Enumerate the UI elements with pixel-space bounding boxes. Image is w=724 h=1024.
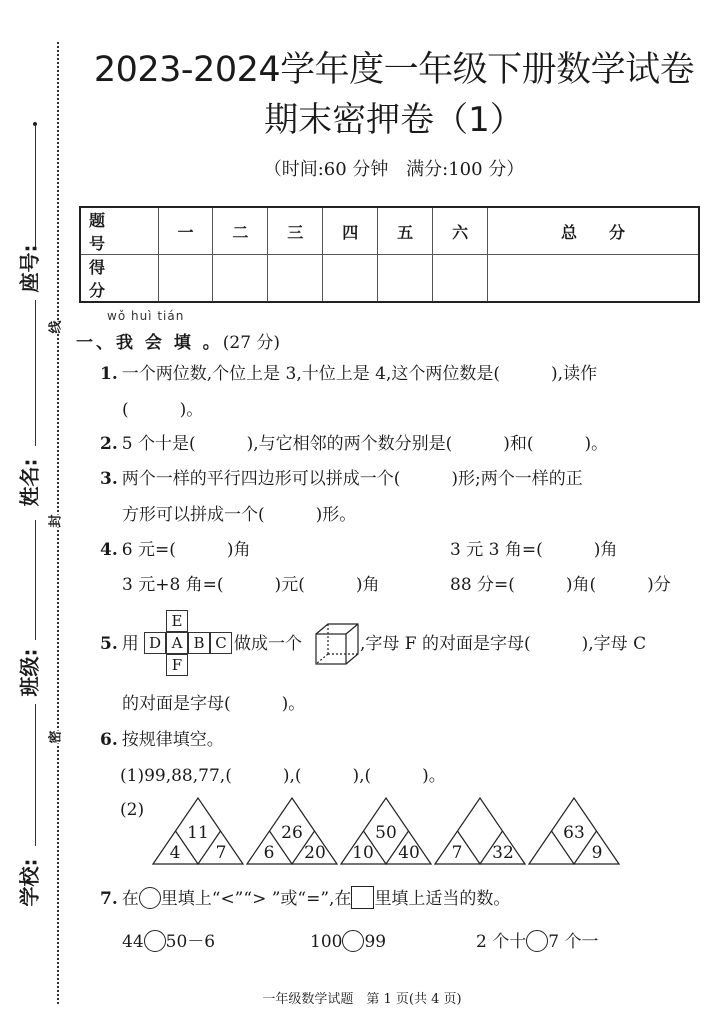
comparison-left: 100 — [310, 932, 343, 952]
score-cell-total[interactable] — [488, 255, 699, 303]
triangle-right-value: 20 — [304, 843, 326, 863]
time-info: （时间:60 分钟 — [263, 159, 389, 180]
triangle-right-value: 7 — [215, 843, 227, 863]
comparison-left: 44 — [122, 932, 144, 952]
exam-info — [64, 157, 724, 183]
question-4-d: 88 分=( )角( )分 — [450, 575, 671, 595]
question-text: 按规律填空。 — [121, 730, 224, 750]
comparison-1 — [122, 930, 215, 954]
section-pinyin: wǒ huì tián — [107, 309, 185, 323]
question-text: 一个两位数,个位上是 3,十位上是 4,这个两位数是( ),读作 — [121, 364, 598, 384]
score-table — [79, 206, 700, 303]
question-number: 7. — [100, 889, 118, 909]
triangle-right-value: 40 — [398, 843, 420, 863]
triangle-top-value: 50 — [375, 823, 397, 843]
score-cell-2[interactable] — [213, 255, 268, 303]
exam-title: 2023-2024学年度一年级下册数学试卷 — [93, 50, 695, 90]
question-1-line-2: ( )。 — [122, 400, 204, 420]
score-table-header-row — [80, 207, 699, 255]
cube-icon — [315, 623, 361, 665]
question-6-part-2-label: (2) — [120, 800, 145, 820]
question-number: 6. — [100, 730, 118, 750]
triangle-top-value: 11 — [187, 823, 209, 843]
margin-mark-feng: 封 — [48, 514, 64, 528]
score-cell-3[interactable] — [268, 255, 323, 303]
question-2 — [100, 432, 608, 456]
comparison-right: 50－6 — [165, 932, 216, 952]
section-1-heading — [76, 328, 280, 353]
comparison-left: 2 个十 — [476, 932, 527, 952]
triangle-top-value: 63 — [563, 823, 585, 843]
comparison-2 — [310, 930, 386, 954]
question-3-line-2: 方形可以拼成一个( )形。 — [122, 505, 357, 525]
comparison-3 — [476, 930, 598, 954]
question-number: 2. — [100, 434, 118, 454]
class-label: 班级: — [17, 648, 42, 697]
row-header-score: 得 分 — [80, 255, 158, 303]
exam-subtitle: 期末密押卷（1） — [264, 100, 524, 140]
col-4: 四 — [323, 207, 378, 255]
question-text-1: 在 — [121, 889, 139, 909]
seat-number-field[interactable] — [35, 126, 36, 248]
net-face-c: C — [210, 632, 232, 654]
triangle-left-value: 4 — [169, 843, 181, 863]
school-field[interactable] — [35, 704, 36, 846]
score-table-score-row — [80, 255, 699, 303]
triangle-left-value: 10 — [352, 843, 374, 863]
col-1: 一 — [158, 207, 213, 255]
triangle-left-value: 7 — [451, 843, 463, 863]
question-4-c: 3 元+8 角=( )元( )角 — [122, 575, 380, 595]
question-number: 1. — [100, 364, 118, 384]
score-cell-4[interactable] — [323, 255, 378, 303]
question-text: 6 元=( )角 — [121, 540, 251, 560]
name-label: 姓名: — [17, 458, 42, 507]
net-face-top: E — [166, 610, 188, 632]
class-field[interactable] — [35, 520, 36, 640]
question-6 — [100, 728, 224, 752]
section-1-title: 一、我 会 填 。 — [76, 333, 223, 353]
question-text: 两个一样的平行四边形可以拼成一个( )形;两个一样的正 — [121, 469, 583, 489]
question-7 — [100, 886, 510, 911]
square-icon — [351, 886, 374, 909]
question-text-3: 里填上适当的数。 — [374, 889, 511, 909]
question-number: 4. — [100, 540, 118, 560]
col-6: 六 — [433, 207, 488, 255]
cube-net-diagram — [144, 610, 232, 676]
col-3: 三 — [268, 207, 323, 255]
question-number: 3. — [100, 469, 118, 489]
triangle-left-value: 6 — [263, 843, 275, 863]
col-total: 总 分 — [488, 207, 699, 255]
seat-number-label: 座号: — [17, 244, 42, 293]
margin-mark-xian: 线 — [48, 320, 64, 334]
row-header-question-number: 题 号 — [80, 207, 158, 255]
score-info: 满分:100 分） — [406, 159, 525, 180]
compare-circle-input[interactable] — [342, 930, 364, 952]
comparison-right: 7 个一 — [548, 932, 599, 952]
question-6-part-1: (1)99,88,77,( ),( ),( )。 — [120, 766, 446, 786]
net-face-bottom: F — [166, 654, 188, 676]
question-text: 用 — [121, 634, 139, 654]
margin-mark-mi: 密 — [48, 730, 64, 744]
col-5: 五 — [378, 207, 433, 255]
name-field[interactable] — [35, 300, 36, 446]
section-1-points: (27 分) — [222, 333, 281, 353]
compare-circle-input[interactable] — [144, 930, 166, 952]
question-text-2: 里填上“<”“> ”或“=”,在 — [160, 889, 352, 909]
question-4-a — [100, 538, 250, 562]
question-1 — [100, 362, 597, 386]
question-text: 5 个十是( ),与它相邻的两个数分别是( )和( )。 — [121, 434, 609, 454]
score-cell-1[interactable] — [158, 255, 213, 303]
school-label: 学校: — [17, 858, 42, 907]
comparison-right: 99 — [364, 932, 387, 952]
net-face-d: D — [144, 632, 166, 654]
question-3 — [100, 467, 583, 491]
col-2: 二 — [213, 207, 268, 255]
question-5-text: ,字母 F 的对面是字母( ),字母 C — [360, 634, 647, 654]
question-5-line-2: 的对面是字母( )。 — [122, 694, 306, 714]
compare-circle-input[interactable] — [526, 930, 548, 952]
score-cell-5[interactable] — [378, 255, 433, 303]
net-face-b: B — [188, 632, 210, 654]
circle-icon — [139, 887, 161, 909]
question-4-b: 3 元 3 角=( )角 — [450, 540, 618, 560]
score-cell-6[interactable] — [433, 255, 488, 303]
triangle-top-value: 26 — [281, 823, 303, 843]
page-footer: 一年级数学试题 第 1 页(共 4 页) — [262, 992, 462, 1007]
triangle-right-value: 32 — [492, 843, 514, 863]
question-5-start — [100, 632, 139, 656]
question-number: 5. — [100, 634, 118, 654]
net-face-a: A — [166, 632, 188, 654]
question-5-make: 做成一个 — [234, 634, 302, 654]
triangle-right-value: 9 — [591, 843, 603, 863]
